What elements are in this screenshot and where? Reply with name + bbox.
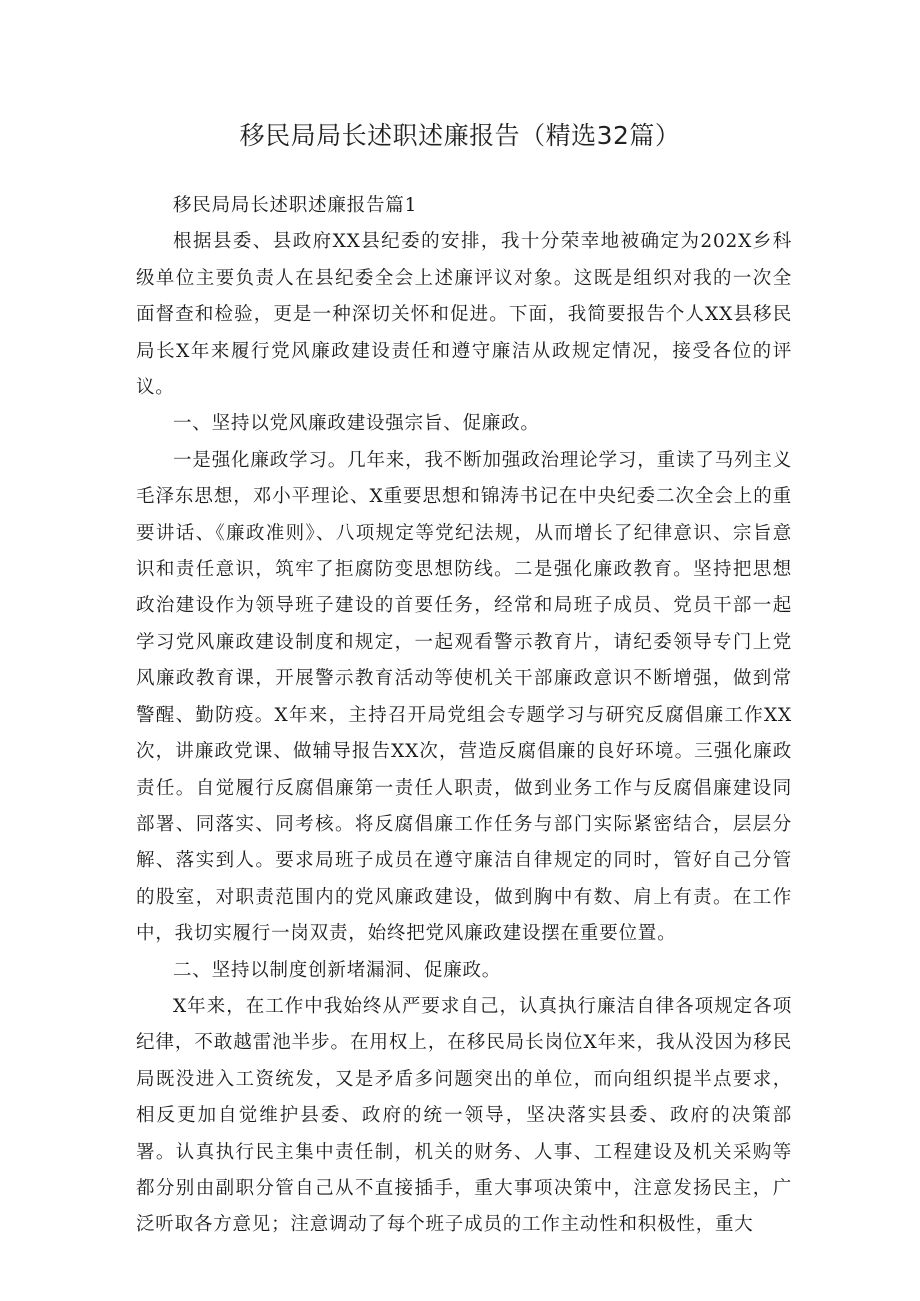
paragraph-intro: 根据县委、县政府XX县纪委的安排，我十分荣幸地被确定为202X乡科级单位主要负责人在县纪委全会上述廉评议对象。这既是组织对我的一次全面督查和检验，更是一种深切关怀和促进。下面，我简要报告个人XX县移民局长X年来履行党风廉政建设责任和遵守廉洁从政规定情况，接受各位的评议。 <box>136 231 792 399</box>
document-title: 移民局局长述职述廉报告（精选32篇） <box>239 121 681 150</box>
document-body <box>136 188 792 1244</box>
section-heading-2: 二、坚持以制度创新堵漏洞、促廉政。 <box>173 959 502 981</box>
section-heading-1: 一、坚持以党风廉政建设强宗旨、促廉政。 <box>173 413 540 435</box>
article-heading: 移民局局长述职述廉报告篇1 <box>173 195 418 216</box>
paragraph-section-2: X年来，在工作中我始终从严要求自己，认真执行廉洁自律各项规定各项纪律，不敢越雷池半步。在用权上，在移民局长岗位X年来，我从没因为移民局既没进入工资统发，又是矛盾多问题突出的单位，而向组织提半点要求，相反更加自觉维护县委、政府的统一领导，坚决落实县委、政府的决策部署。认真执行民主集中责任制，机关的财务、人事、工程建设及机关采购等都分别由副职分管自己从不直接插手，重大事项决策中，注意发扬民主，广泛听取各方意见；注意调动了每个班子成员的工作主动性和积极性，重大 <box>136 995 792 1236</box>
paragraph-section-1: 一是强化廉政学习。几年来，我不断加强政治理论学习，重读了马列主义毛泽东思想，邓小平理论、X重要思想和锦涛书记在中央纪委二次全会上的重要讲话、《廉政准则》、八项规定等党纪法规，从而增长了纪律意识、宗旨意识和责任意识，筑牢了拒腐防变思想防线。二是强化廉政教育。坚持把思想政治建设作为领导班子建设的首要任务，经常和局班子成员、党员干部一起学习党风廉政建设制度和规定，一起观看警示教育片，请纪委领导专门上党风廉政教育课，开展警示教育活动等使机关干部廉政意识不断增强，做到常警醒、勤防疫。X年来，主持召开局党组会专题学习与研究反腐倡廉工作XX次，讲廉政党课、做辅导报告XX次，营造反腐倡廉的良好环境。三强化廉政责任。自觉履行反腐倡廉第一责任人职责，做到业务工作与反腐倡廉建设同部署、同落实、同考核。将反腐倡廉工作任务与部门实际紧密结合，层层分解、落实到人。要求局班子成员在遵守廉洁自律规定的同时，管好自己分管的股室，对职责范围内的党风廉政建设，做到胸中有数、肩上有责。在工作中，我切实履行一岗双责，始终把党风廉政建设摆在重要位置。 <box>136 449 792 945</box>
